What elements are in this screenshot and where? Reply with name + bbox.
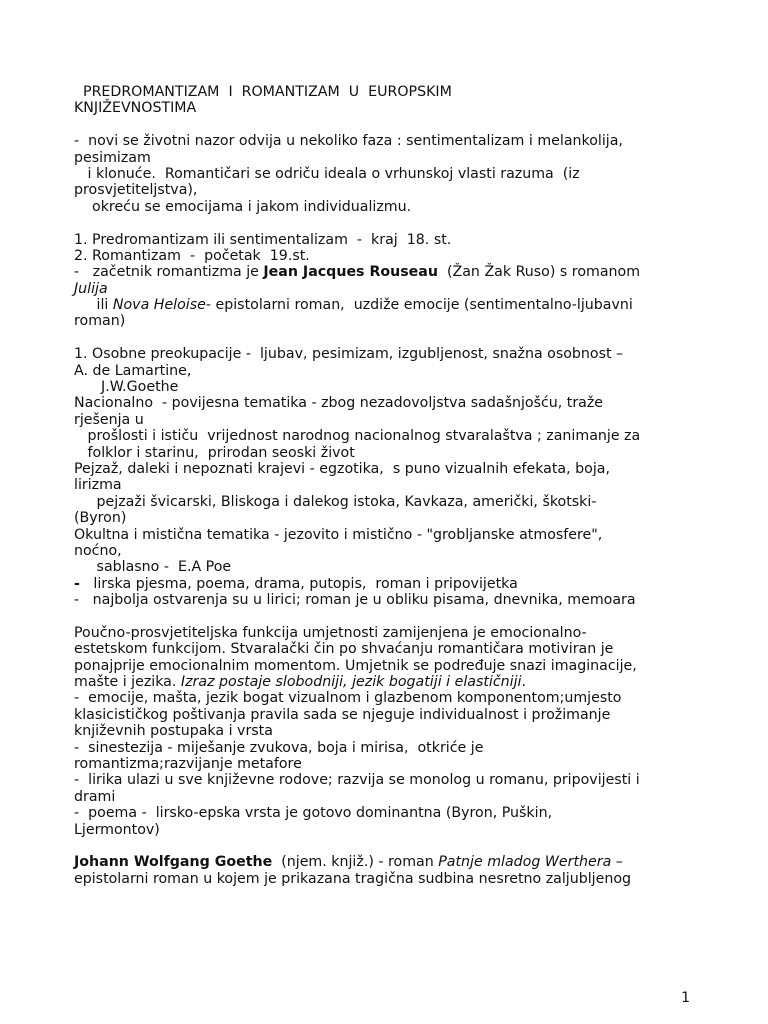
document-title-line-1: PREDROMANTIZAM I ROMANTIZAM U EUROPSKIM: [74, 84, 452, 100]
text-line: [74, 150, 714, 166]
text-segment: Nacionalno - povijesna tematika - zbog nezadovoljstva sadašnjošću, traže: [74, 395, 604, 412]
text-segment: lirizma: [74, 477, 122, 494]
text-line: [74, 445, 714, 461]
text-segment: Pejzaž, daleki i nepoznati krajevi - egzotika, s puno vizualnih efekata, boja,: [74, 460, 610, 477]
text-segment: 1. Predromantizam ili sentimentalizam - kraj 18. st.: [74, 231, 452, 248]
text-line: [74, 248, 714, 264]
text-line: [74, 182, 714, 198]
text-line: [74, 215, 714, 231]
text-segment: 2. Romantizam - početak 19.st.: [74, 247, 310, 264]
document-title-line-2: KNJIŽEVNOSTIMA: [74, 100, 197, 117]
text-line: [74, 707, 714, 723]
text-segment: drami: [74, 788, 116, 805]
text-segment: Izraz postaje slobodniji, jezik bogatiji i elastičniji: [180, 674, 522, 691]
text-segment: Jean Jacques Rouseau: [263, 264, 438, 281]
text-line: [74, 412, 714, 428]
text-line: [74, 658, 714, 674]
text-line: [74, 264, 714, 280]
text-line: [74, 313, 714, 329]
text-line: [74, 871, 714, 887]
text-segment: - najbolja ostvarenja su u lirici; roman je u obliku pisama, dnevnika, memoara: [74, 592, 636, 609]
text-segment: lirska pjesma, poema, drama, putopis, roman i pripovijetka: [79, 575, 518, 592]
text-line: [74, 625, 714, 641]
text-line: [74, 428, 714, 444]
text-line: [74, 822, 714, 838]
text-line: [74, 477, 714, 493]
text-line: [74, 330, 714, 346]
text-segment: sablasno - E.A Poe: [74, 559, 232, 576]
text-segment: ponajprije emocionalnim momentom. Umjetnik se podređuje snazi imaginacije,: [74, 657, 637, 674]
text-line: [74, 674, 714, 690]
text-segment: - novi se životni nazor odvija u nekoliko faza : sentimentalizam i melankolija,: [74, 133, 623, 150]
text-line: [74, 789, 714, 805]
text-segment: Julija: [74, 280, 108, 297]
text-line: [74, 576, 714, 592]
text-segment: - lirika ulazi u sve književne rodove; razvija se monolog u romanu, pripovijesti i: [74, 772, 640, 789]
text-segment: i klonuće. Romantičari se odriču ideala o vrhunskoj vlasti razuma (iz: [74, 165, 580, 182]
text-line: [74, 690, 714, 706]
text-segment: A. de Lamartine,: [74, 362, 192, 379]
text-line: [74, 838, 714, 854]
text-segment: - epistolarni roman, uzdiže emocije (sentimentalno-ljubavni: [205, 297, 633, 314]
text-segment: (Žan Žak Ruso) s romanom: [437, 264, 641, 281]
text-segment: Okultna i mistična tematika - jezovito i mistično - "grobljanske atmosfere",: [74, 526, 603, 543]
text-segment: klasicističkog poštivanja pravila sada se njeguje individualnost i prožimanje: [74, 706, 611, 723]
text-segment: epistolarni roman u kojem je prikazana tragična sudbina nesretno zaljubljenog: [74, 870, 632, 887]
text-segment: Johann Wolfgang Goethe: [74, 854, 273, 871]
text-segment: prosvjetiteljstva),: [74, 182, 198, 199]
text-segment: roman): [74, 313, 126, 330]
text-line: [74, 199, 714, 215]
page-number: 1: [681, 990, 690, 1006]
text-line: [74, 395, 714, 411]
document-content: [74, 117, 714, 887]
text-segment: 1. Osobne preokupacije - ljubav, pesimizam, izgubljenost, snažna osobnost –: [74, 346, 624, 363]
text-segment: mašte i jezika.: [74, 674, 181, 691]
text-segment: rješenja u: [74, 411, 144, 428]
text-segment: Poučno-prosvjetiteljska funkcija umjetnosti zamijenjena je emocionalno-: [74, 624, 587, 641]
text-segment: folklor i starinu, prirodan seoski život: [74, 444, 355, 461]
text-segment: okreću se emocijama i jakom individualizmu.: [74, 198, 412, 215]
text-segment: J.W.Goethe: [74, 379, 179, 396]
text-segment: estetskom funkcijom. Stvaralački čin po shvaćanju romantičara motiviran je: [74, 641, 614, 658]
text-line: [74, 641, 714, 657]
text-line: [74, 772, 714, 788]
text-line: [74, 592, 714, 608]
text-segment: romantizma;razvijanje metafore: [74, 756, 302, 773]
text-segment: književnih postupaka i vrsta: [74, 723, 273, 740]
text-line: [74, 723, 714, 739]
text-segment: prošlosti i ističu vrijednost narodnog nacionalnog stvaralaštva ; zanimanje za: [74, 428, 641, 445]
text-line: [74, 166, 714, 182]
text-line: [74, 559, 714, 575]
text-line: [74, 346, 714, 362]
document-body: [74, 84, 714, 887]
text-segment: - sinestezija - miješanje zvukova, boja i mirisa, otkriće je: [74, 739, 484, 756]
text-segment: (njem. knjiž.) - roman: [272, 854, 439, 871]
text-segment: -: [74, 575, 80, 592]
text-line: [74, 232, 714, 248]
text-line: [74, 363, 714, 379]
text-line: [74, 756, 714, 772]
text-line: [74, 543, 714, 559]
text-segment: (Byron): [74, 510, 127, 527]
text-segment: - začetnik romantizma je: [74, 264, 264, 281]
text-segment: .: [521, 674, 526, 691]
text-line: [74, 854, 714, 870]
text-segment: Patnje mladog Werthera: [438, 854, 612, 871]
text-line: [74, 527, 714, 543]
text-segment: Ljermontov): [74, 821, 160, 838]
text-line: [74, 805, 714, 821]
text-segment: Nova Heloise: [112, 297, 206, 314]
text-line: [74, 297, 714, 313]
text-segment: ili: [74, 297, 113, 314]
text-segment: –: [611, 854, 623, 871]
text-line: [74, 510, 714, 526]
text-segment: pejzaži švicarski, Bliskoga i dalekog istoka, Kavkaza, američki, škotski-: [74, 493, 597, 510]
text-line: [74, 494, 714, 510]
text-line: [74, 379, 714, 395]
text-segment: noćno,: [74, 542, 122, 559]
text-line: [74, 133, 714, 149]
text-line: [74, 609, 714, 625]
text-line: [74, 281, 714, 297]
text-line: [74, 740, 714, 756]
text-line: [74, 461, 714, 477]
text-segment: - poema - lirsko-epska vrsta je gotovo dominantna (Byron, Puškin,: [74, 805, 553, 822]
text-segment: pesimizam: [74, 149, 151, 166]
text-segment: - emocije, mašta, jezik bogat vizualnom i glazbenom komponentom;umjesto: [74, 690, 622, 707]
text-line: [74, 117, 714, 133]
